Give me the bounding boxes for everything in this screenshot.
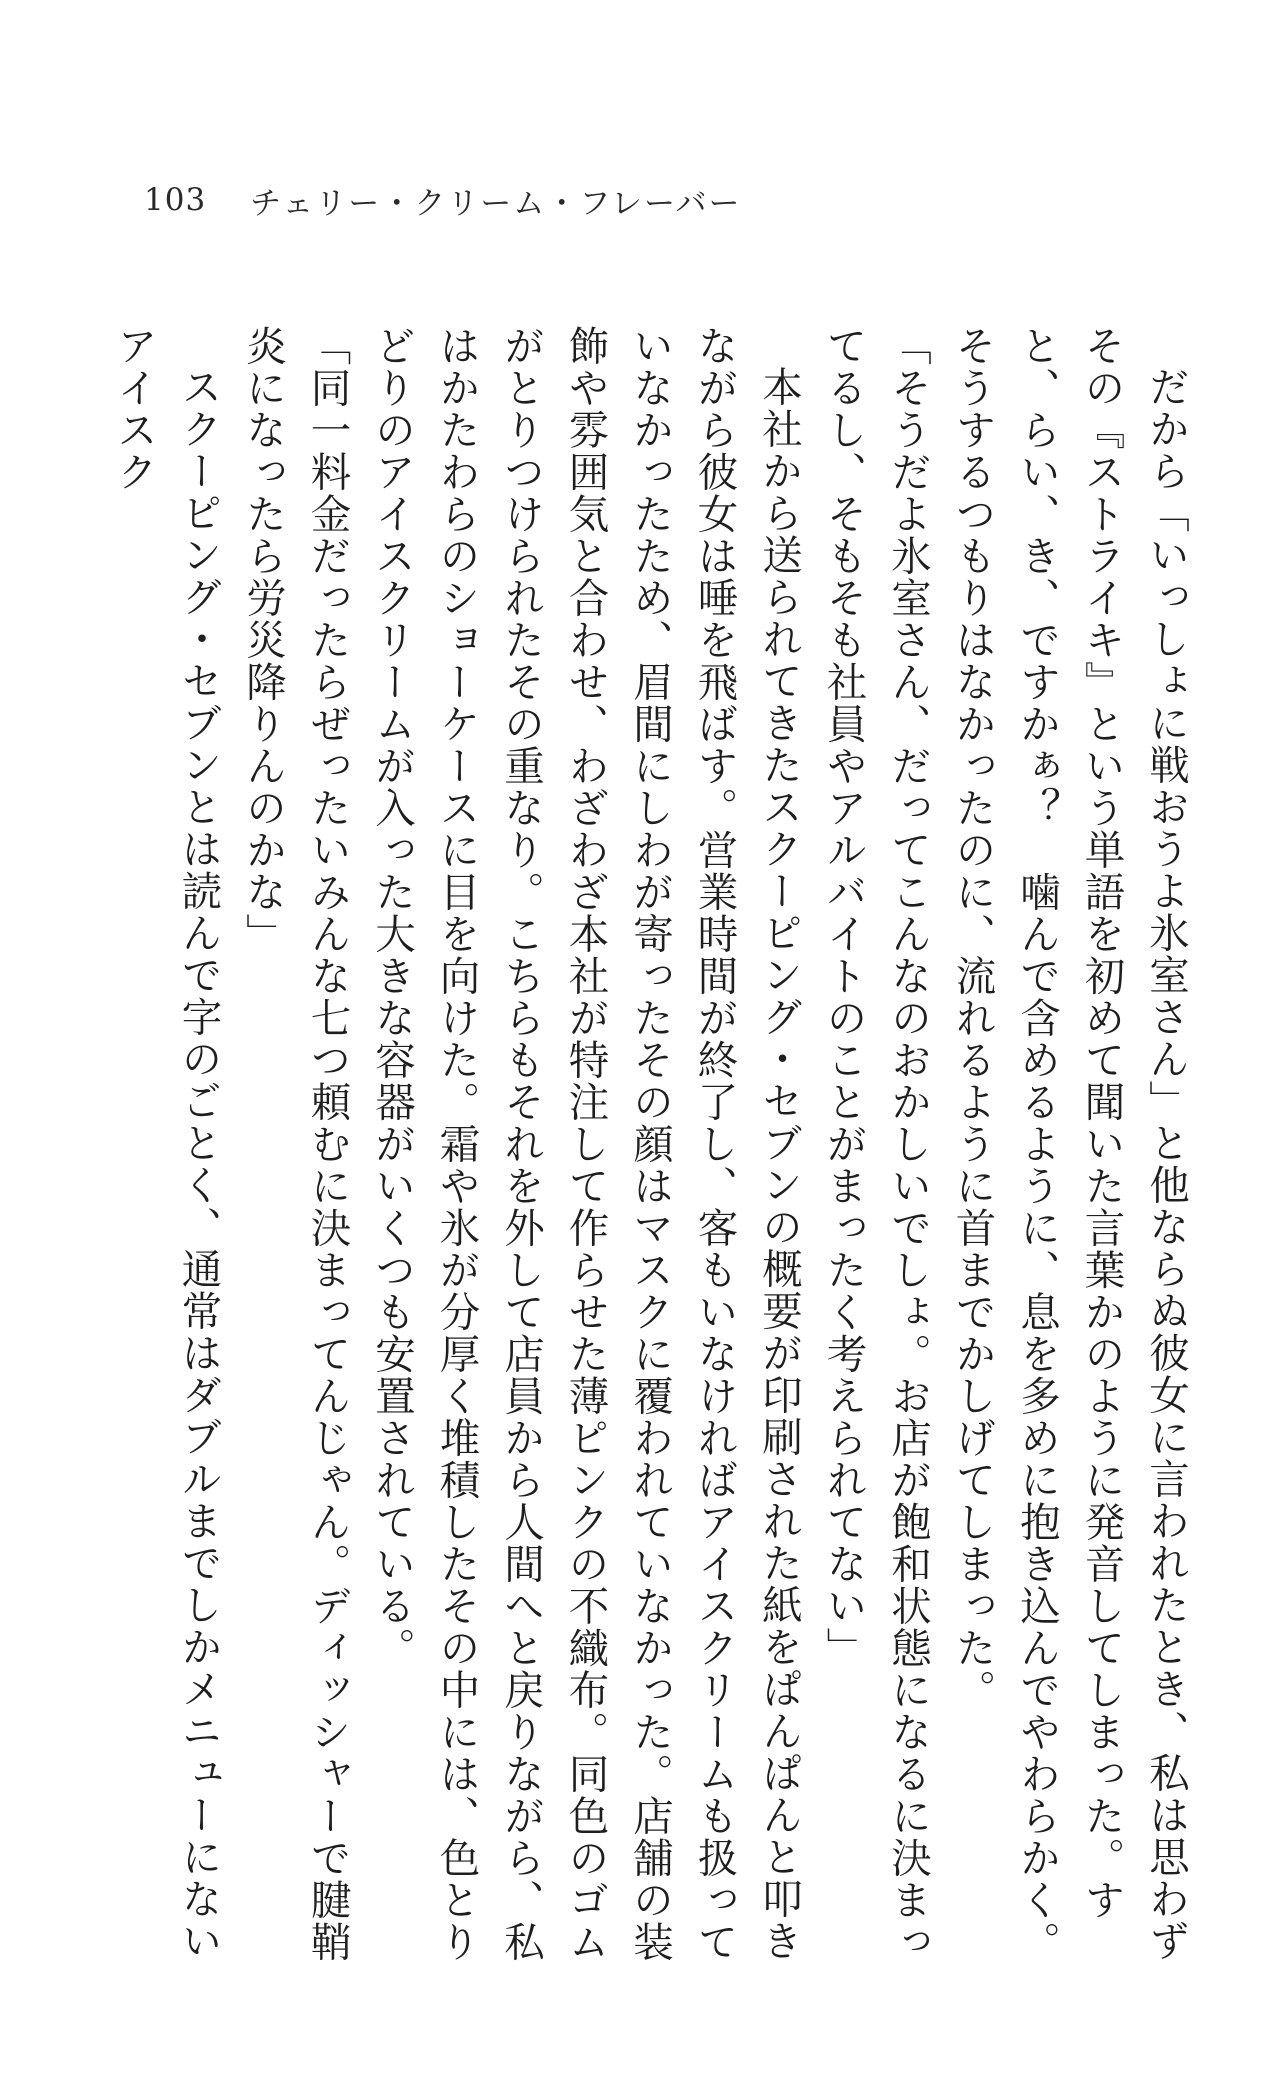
paragraph-5: スクーピング・セブンとは読んで字のごとく、通常はダブルまでしかメニューにないアイスク xyxy=(110,325,223,1962)
running-head xyxy=(144,176,741,224)
paragraph-3: 本社から送られてきたスクーピング・セブンの概要が印刷された紙をぱんぱんと叩きながら彼女は唾を飛ばす。営業時間が終了し、客もいなければアイスクリームも扱っていなかったため、眉間にしわが寄ったその顔はマスクに覆われていなかった。店舗の装飾や雰囲気と合わせ、わざわざ本社が特注して作らせた薄ピンクの不織布。同色のゴムがとりつけられたその重なり。こちらもそれを外して店員から人間へと戻りながら、私はかたわらのショーケースに目を向けた。霜や氷が分厚く堆積したその中には、色とりどりのアイスクリームが入った大きな容器がいくつも安置されている。 xyxy=(368,325,803,1963)
paragraph-1: だから「いっしょに戦おうよ氷室さん」と他ならぬ彼女に言われたとき、私は思わずその『ストライキ』という単語を初めて聞いた言葉かのように発音してしまった。すと、らい、き、ですかぁ？ 噛んで含めるように、息を多めに抱き込んでやわらかく。そうするつもりはなかったのに、流れるように首までかしげてしまった。 xyxy=(948,325,1190,1963)
chapter-title: チェリー・クリーム・フレーバー xyxy=(250,185,742,222)
page-number: 103 xyxy=(144,182,207,218)
paragraph-4: 「同一料金だったらぜったいみんな七つ頼むに決まってんじゃん。ディッシャーで腱鞘炎になったら労災降りんのかな」 xyxy=(239,325,352,1963)
body-text xyxy=(110,325,1198,1993)
paragraph-2: 「そうだよ氷室さん、だってこんなのおかしいでしょ。お店が飽和状態になるに決まってるし、そもそも社員やアルバイトのことがまったく考えられてない」 xyxy=(819,325,932,1963)
